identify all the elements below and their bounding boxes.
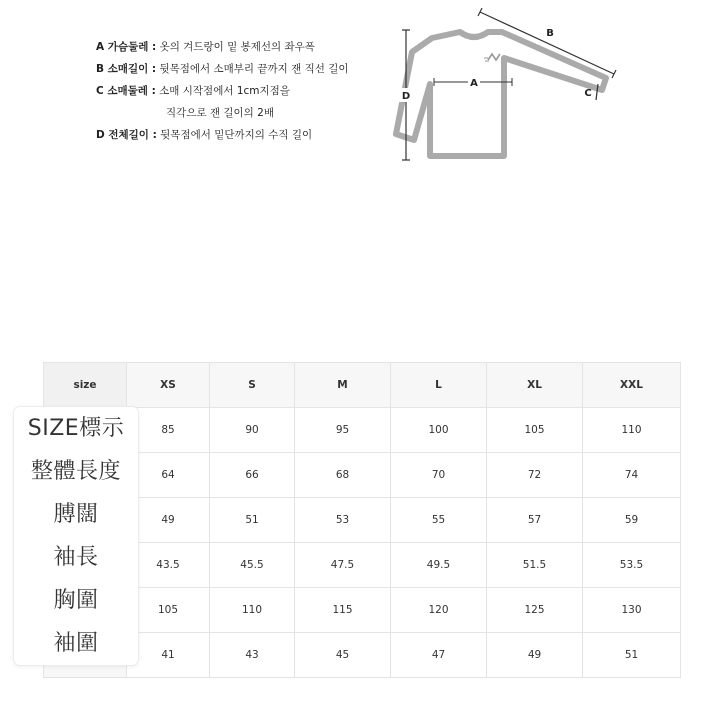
legend-text: 직각으로 잰 길이의 2배 bbox=[166, 107, 274, 119]
header-m: M bbox=[295, 363, 391, 408]
row-label: 袖圍 bbox=[53, 631, 99, 656]
table-cell: 105 bbox=[487, 408, 583, 453]
legend-text: 뒷목점에서 소매부리 끝까지 잰 직선 길이 bbox=[159, 63, 349, 75]
legend-text: 옷의 겨드랑이 밑 봉제선의 좌우폭 bbox=[159, 41, 315, 53]
table-cell: 51.5 bbox=[487, 543, 583, 588]
table-row bbox=[44, 633, 681, 678]
table-cell: 68 bbox=[295, 453, 391, 498]
header-s: S bbox=[210, 363, 295, 408]
nb-logo-icon bbox=[484, 54, 500, 61]
table-cell: 120 bbox=[391, 588, 487, 633]
row-label: SIZE標示 bbox=[27, 416, 125, 441]
legend-key: B 소매길이 : bbox=[96, 63, 157, 75]
header-xs: XS bbox=[127, 363, 210, 408]
size-table bbox=[43, 362, 680, 678]
row-label: 膊闊 bbox=[53, 502, 99, 527]
legend-key: D 전체길이 : bbox=[96, 129, 157, 141]
table-cell: 49.5 bbox=[391, 543, 487, 588]
garment-diagram bbox=[384, 8, 624, 168]
table-cell: 66 bbox=[210, 453, 295, 498]
legend-row-c bbox=[96, 80, 396, 102]
table-cell: 130 bbox=[583, 588, 681, 633]
table-cell: 47.5 bbox=[295, 543, 391, 588]
table-row bbox=[44, 453, 681, 498]
row-label: 袖長 bbox=[53, 545, 99, 570]
legend-text: 뒷목점에서 밑단까지의 수직 길이 bbox=[160, 129, 313, 141]
table-cell: 51 bbox=[210, 498, 295, 543]
table-cell: 53 bbox=[295, 498, 391, 543]
table-cell: 90 bbox=[210, 408, 295, 453]
legend-row-c-continued bbox=[96, 102, 396, 124]
table-cell: 49 bbox=[487, 633, 583, 678]
label-b: B bbox=[546, 28, 554, 39]
table-cell: 41 bbox=[127, 633, 210, 678]
measure-line-b bbox=[480, 12, 614, 74]
legend-key: A 가슴둘레 : bbox=[96, 41, 157, 53]
table-cell: 70 bbox=[391, 453, 487, 498]
row-label: 整體長度 bbox=[30, 459, 121, 484]
table-cell: 55 bbox=[391, 498, 487, 543]
measurement-legend bbox=[96, 36, 396, 146]
table-row bbox=[44, 408, 681, 453]
table-header-row bbox=[44, 363, 681, 408]
table-cell: 53.5 bbox=[583, 543, 681, 588]
table-cell: 49 bbox=[127, 498, 210, 543]
table-cell: 100 bbox=[391, 408, 487, 453]
table-cell: 72 bbox=[487, 453, 583, 498]
label-a: A bbox=[470, 78, 478, 89]
table-cell: 115 bbox=[295, 588, 391, 633]
table-row bbox=[44, 498, 681, 543]
legend-row-d bbox=[96, 124, 396, 146]
table-cell: 43 bbox=[210, 633, 295, 678]
table-cell: 105 bbox=[127, 588, 210, 633]
label-d: D bbox=[401, 91, 411, 102]
label-c: C bbox=[584, 88, 592, 99]
header-xl: XL bbox=[487, 363, 583, 408]
table-cell: 51 bbox=[583, 633, 681, 678]
garment-outline bbox=[396, 32, 606, 156]
table-cell: 43.5 bbox=[127, 543, 210, 588]
legend-text: 소매 시작점에서 1cm지점을 bbox=[159, 85, 290, 97]
table-cell: 45 bbox=[295, 633, 391, 678]
table-cell: 57 bbox=[487, 498, 583, 543]
table-cell: 47 bbox=[391, 633, 487, 678]
table-cell: 110 bbox=[210, 588, 295, 633]
table-cell: 85 bbox=[127, 408, 210, 453]
table-cell: 110 bbox=[583, 408, 681, 453]
legend-key: C 소매둘레 : bbox=[96, 85, 156, 97]
table-cell: 125 bbox=[487, 588, 583, 633]
row-label: 胸圍 bbox=[53, 588, 99, 613]
header-xxl: XXL bbox=[583, 363, 681, 408]
header-l: L bbox=[391, 363, 487, 408]
table-cell: 95 bbox=[295, 408, 391, 453]
table-cell: 59 bbox=[583, 498, 681, 543]
legend-row-a bbox=[96, 36, 396, 58]
table-row bbox=[44, 543, 681, 588]
row-label-overlay bbox=[14, 407, 138, 665]
header-size: size bbox=[44, 363, 127, 408]
table-cell: 64 bbox=[127, 453, 210, 498]
legend-row-b bbox=[96, 58, 396, 80]
table-cell: 74 bbox=[583, 453, 681, 498]
table-cell: 45.5 bbox=[210, 543, 295, 588]
table-row bbox=[44, 588, 681, 633]
size-table-grid bbox=[43, 362, 681, 678]
